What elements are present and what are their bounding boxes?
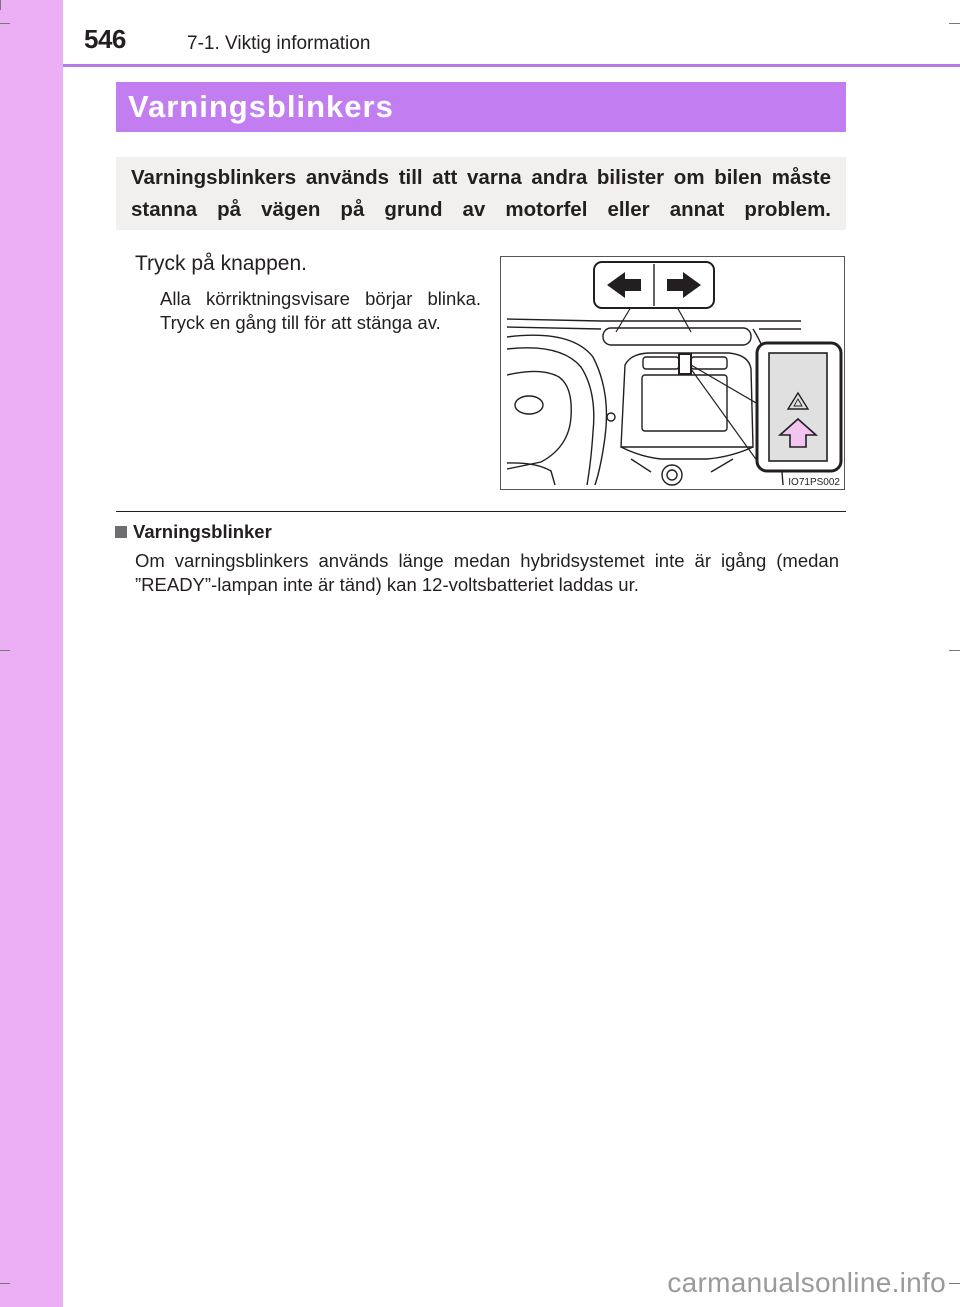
hazard-button-small — [679, 354, 691, 374]
dash-line — [507, 319, 801, 321]
dash-knob — [607, 413, 615, 421]
turn-signal-callout — [594, 262, 714, 308]
note-heading-text: Varningsblinker — [133, 521, 272, 542]
upper-display — [603, 328, 751, 345]
console-knob-inner — [667, 470, 677, 480]
steering-wheel-hub — [507, 371, 571, 469]
steering-spoke — [507, 463, 555, 485]
crop-mark — [0, 23, 10, 24]
dashboard-illustration — [500, 256, 845, 490]
step-body: Alla körriktningsvisare börjar blinka. Tryck en gång till för att stänga av. — [160, 288, 481, 333]
header-rule — [63, 64, 960, 67]
crop-mark — [949, 650, 960, 651]
crop-mark — [0, 0, 1, 10]
note-heading — [115, 521, 272, 543]
crop-mark — [949, 1283, 960, 1284]
air-vent-left — [643, 357, 679, 369]
crop-mark — [0, 1283, 10, 1284]
section-rule — [116, 511, 846, 512]
page-title: Varningsblinkers — [128, 89, 394, 124]
air-vent-right — [691, 357, 727, 369]
dashboard-drawing — [501, 257, 845, 490]
step-heading: Tryck på knappen. — [135, 252, 307, 275]
page-number: 546 — [84, 24, 126, 54]
crop-mark — [949, 23, 960, 24]
center-screen — [642, 375, 727, 431]
console-knob — [662, 465, 682, 485]
intro-text: Varningsblinkers används till att varna andra bilister om bilen måste stanna på vägen på grund av motorfel eller annat problem. — [131, 166, 831, 221]
console-lower — [621, 447, 753, 459]
note-body: Om varningsblinkers används länge medan hybridsystemet inte är igång (medan ”READY”-lampan inte är tänd) kan 12-voltsbatteriet laddas ur. — [135, 550, 839, 595]
section-label: 7-1. Viktig information — [187, 33, 371, 54]
square-bullet-icon — [115, 526, 127, 538]
crop-mark — [0, 650, 10, 651]
figure-code: IO71PS002 — [788, 477, 840, 488]
hazard-button-callout — [757, 343, 841, 471]
steering-wheel-rim-inner — [507, 348, 594, 485]
intro-box — [116, 157, 846, 230]
watermark: carmanualsonline.info — [667, 1267, 946, 1298]
side-band — [0, 0, 63, 1307]
title-bar — [116, 82, 846, 132]
console-edge — [631, 459, 733, 472]
steering-logo — [515, 396, 543, 414]
